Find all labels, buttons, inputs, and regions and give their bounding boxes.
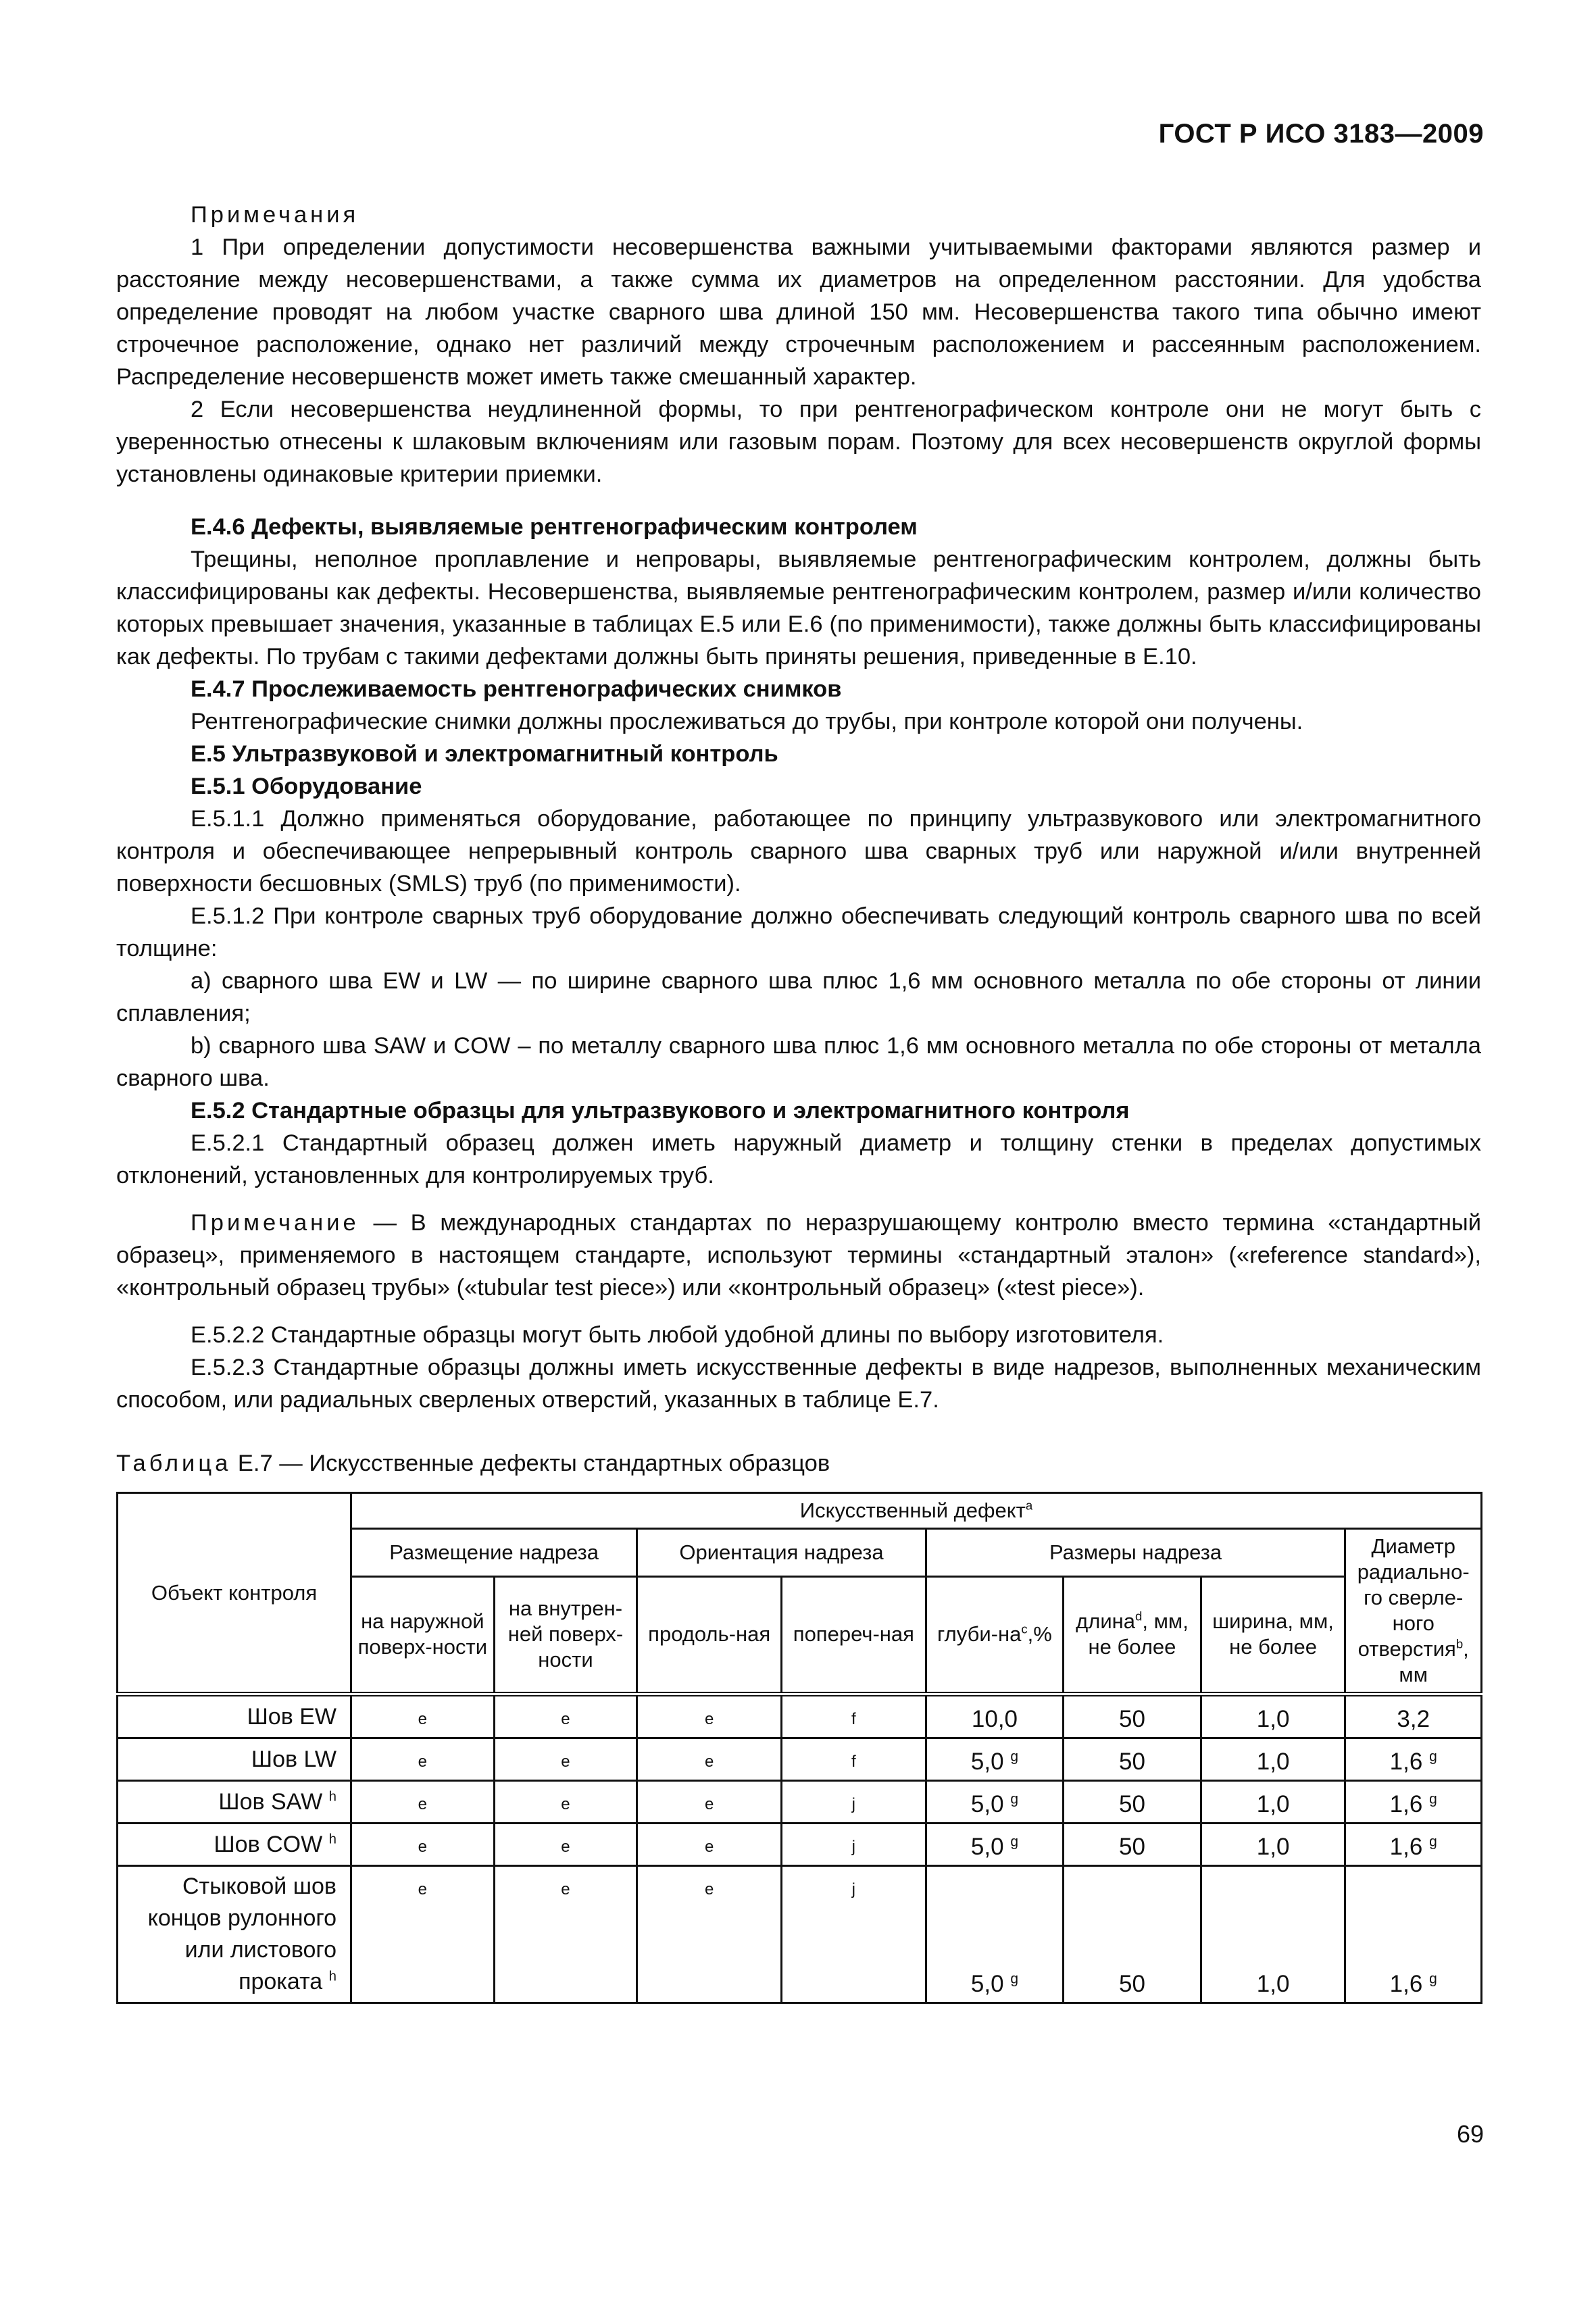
table-row [118, 1738, 1482, 1781]
cell-inner: e [494, 1823, 637, 1866]
cell-inner: e [494, 1781, 637, 1823]
header-longitudinal: продоль-ная [637, 1576, 782, 1694]
note-1: 1 При определении допустимости несовершенства важными учитываемыми факторами являются размер и расстояние между несовершенствами, а также сумма их диаметров на определенном расстоянии. Для удобства определение проводят на любом участке сварного шва длиной 150 мм. Несовершенства такого типа обычно имеют строчечное расположение, однако нет различий между строчечным расположением и рассеянным расположением. Распределение несовершенств может иметь также смешанный характер. [116, 234, 1481, 390]
notes-title: Примечания [191, 202, 359, 228]
header-depth: глуби-$на^c,\%$ [926, 1576, 1064, 1694]
cell-outer: e [351, 1866, 494, 2003]
header-row-1 [118, 1493, 1482, 1529]
cell-trans: f [782, 1738, 926, 1781]
section-e522: Е.5.2.2 Стандартные образцы могут быть любой удобной длины по выбору изготовителя. [191, 1322, 1164, 1348]
cell-inner: e [494, 1866, 637, 2003]
cell-depth: 5,0 $^g$ [926, 1866, 1064, 2003]
cell-long: e [637, 1781, 782, 1823]
cell-object: Шов EW [118, 1694, 351, 1738]
page-content [116, 199, 1481, 2004]
section-e52-title: Е.5.2 Стандартные образцы для ультразвукового и электромагнитного контроля [191, 1098, 1130, 1124]
header-dimensions: Размеры надреза [926, 1529, 1345, 1577]
cell-diameter: 1,6 $^g$ [1345, 1738, 1482, 1781]
cell-depth: 5,0 $^g$ [926, 1738, 1064, 1781]
header-transverse: попереч-ная [782, 1576, 926, 1694]
item-b: b) сварного шва SAW и COW – по металлу сварного шва плюс 1,6 мм основного металла по обе стороны от металла сварного шва. [116, 1033, 1481, 1091]
cell-length: 50 [1064, 1823, 1201, 1866]
cell-length: 50 [1064, 1738, 1201, 1781]
note-label: Примечание [191, 1210, 359, 1236]
cell-outer: e [351, 1823, 494, 1866]
cell-object: Шов SAW $^h$ [118, 1781, 351, 1823]
cell-trans: j [782, 1866, 926, 2003]
header-length: длина$^d$, мм, не более [1064, 1576, 1201, 1694]
section-e51-title: Е.5.1 Оборудование [191, 774, 422, 799]
cell-width: 1,0 [1201, 1781, 1345, 1823]
cell-length: 50 [1064, 1694, 1201, 1738]
cell-trans: f [782, 1694, 926, 1738]
note-2: 2 Если несовершенства неудлиненной формы, то при рентгенографическом контроле они не могут быть с уверенностью отнесены к шлаковым включениям или газовым порам. Поэтому для всех несовершенств округлой формы установлены одинаковые критерии приемки. [116, 397, 1481, 487]
cell-depth: 5,0 $^g$ [926, 1823, 1064, 1866]
table-caption [116, 1447, 1481, 1480]
cell-object: Стыковой шов концов рулонного или листового проката $^h$ [118, 1866, 351, 2003]
cell-long: e [637, 1823, 782, 1866]
cell-inner: e [494, 1694, 637, 1738]
section-e47-text: Рентгенографические снимки должны прослеживаться до трубы, при контроле которой они получены. [191, 709, 1303, 734]
header-diameter: Диаметр радиально-го сверле-ного отверстия$^b$, мм [1345, 1529, 1482, 1694]
document-id: ГОСТ Р ИСО 3183—2009 [1158, 119, 1484, 149]
item-a: а) сварного шва EW и LW — по ширине сварного шва плюс 1,6 мм основного металла по обе стороны от линии сплавления; [116, 968, 1481, 1026]
section-e511: Е.5.1.1 Должно применяться оборудование, работающее по принципу ультразвукового или электромагнитного контроля и обеспечивающее непрерывный контроль сварного шва сварных труб или наружной и/или внутренней поверхности бесшовных (SMLS) труб (по применимости). [116, 806, 1481, 897]
header-object: Объект контроля [118, 1493, 351, 1694]
cell-long: e [637, 1866, 782, 2003]
cell-outer: e [351, 1738, 494, 1781]
cell-object: Шов LW [118, 1738, 351, 1781]
section-e46-title: Е.4.6 Дефекты, выявляемые рентгенографическим контролем [191, 514, 918, 540]
cell-depth: 5,0 $^g$ [926, 1781, 1064, 1823]
table-row [118, 1823, 1482, 1866]
cell-trans: j [782, 1823, 926, 1866]
cell-outer: e [351, 1694, 494, 1738]
cell-diameter: 1,6 $^g$ [1345, 1866, 1482, 2003]
cell-width: 1,0 [1201, 1866, 1345, 2003]
cell-width: 1,0 [1201, 1823, 1345, 1866]
section-e46-text: Трещины, неполное проплавление и непровары, выявляемые рентгенографическим контролем, должны быть классифицированы как дефекты. Несовершенства, выявляемые рентгенографическим контролем, размер и/или количество которых превышает значения, указанные в таблицах Е.5 или Е.6 (по применимости), также должны быть классифицированы как дефекты. По трубам с такими дефектами должны быть приняты решения, приведенные в Е.10. [116, 547, 1481, 670]
section-e521: Е.5.2.1 Стандартный образец должен иметь наружный диаметр и толщину стенки в пределах допустимых отклонений, установленных для контролируемых труб. [116, 1130, 1481, 1188]
header-placement: Размещение надреза [351, 1529, 637, 1577]
cell-outer: e [351, 1781, 494, 1823]
section-e47-title: Е.4.7 Прослеживаемость рентгенографических снимков [191, 676, 842, 702]
note-paragraph [116, 1207, 1481, 1304]
cell-depth: 10,0 [926, 1694, 1064, 1738]
header-defect: Искусственный дефект$^a$ [351, 1493, 1481, 1529]
cell-length: 50 [1064, 1781, 1201, 1823]
header-width: ширина, мм, не более [1201, 1576, 1345, 1694]
defects-table [116, 1492, 1482, 2004]
cell-diameter: 3,2 [1345, 1694, 1482, 1738]
cell-diameter: 1,6 $^g$ [1345, 1823, 1482, 1866]
section-e512: Е.5.1.2 При контроле сварных труб оборудование должно обеспечивать следующий контроль сварного шва по всей толщине: [116, 903, 1481, 961]
table-body [118, 1694, 1482, 2003]
page-number: 69 [1456, 2120, 1484, 2148]
table-caption-label: Таблица [116, 1451, 232, 1476]
header-orientation: Ориентация надреза [637, 1529, 926, 1577]
table-caption-text: Е.7 — Искусственные дефекты стандартных образцов [237, 1451, 830, 1476]
header-outer: на наружной поверх-ности [351, 1576, 494, 1694]
cell-long: e [637, 1738, 782, 1781]
table-row [118, 1866, 1482, 2003]
note-text: — В международных стандартах по неразрушающему контролю вместо термина «стандартный образец», применяемого в настоящем стандарте, используют термины «стандартный эталон» («reference standard»), «контрольный образец трубы» («tubular test piece») или «контрольный образец» («test piece»). [116, 1210, 1481, 1301]
cell-diameter: 1,6 $^g$ [1345, 1781, 1482, 1823]
cell-width: 1,0 [1201, 1738, 1345, 1781]
cell-long: e [637, 1694, 782, 1738]
cell-object: Шов COW $^h$ [118, 1823, 351, 1866]
table-row [118, 1694, 1482, 1738]
cell-trans: j [782, 1781, 926, 1823]
cell-inner: e [494, 1738, 637, 1781]
header-inner: на внутрен-ней поверх-ности [494, 1576, 637, 1694]
cell-length: 50 [1064, 1866, 1201, 2003]
cell-width: 1,0 [1201, 1694, 1345, 1738]
section-e523: Е.5.2.3 Стандартные образцы должны иметь искусственные дефекты в виде надрезов, выполненных механическим способом, или радиальных сверленых отверстий, указанных в таблице Е.7. [116, 1355, 1481, 1413]
table-row [118, 1781, 1482, 1823]
section-e5-title: Е.5 Ультразвуковой и электромагнитный контроль [191, 741, 778, 767]
